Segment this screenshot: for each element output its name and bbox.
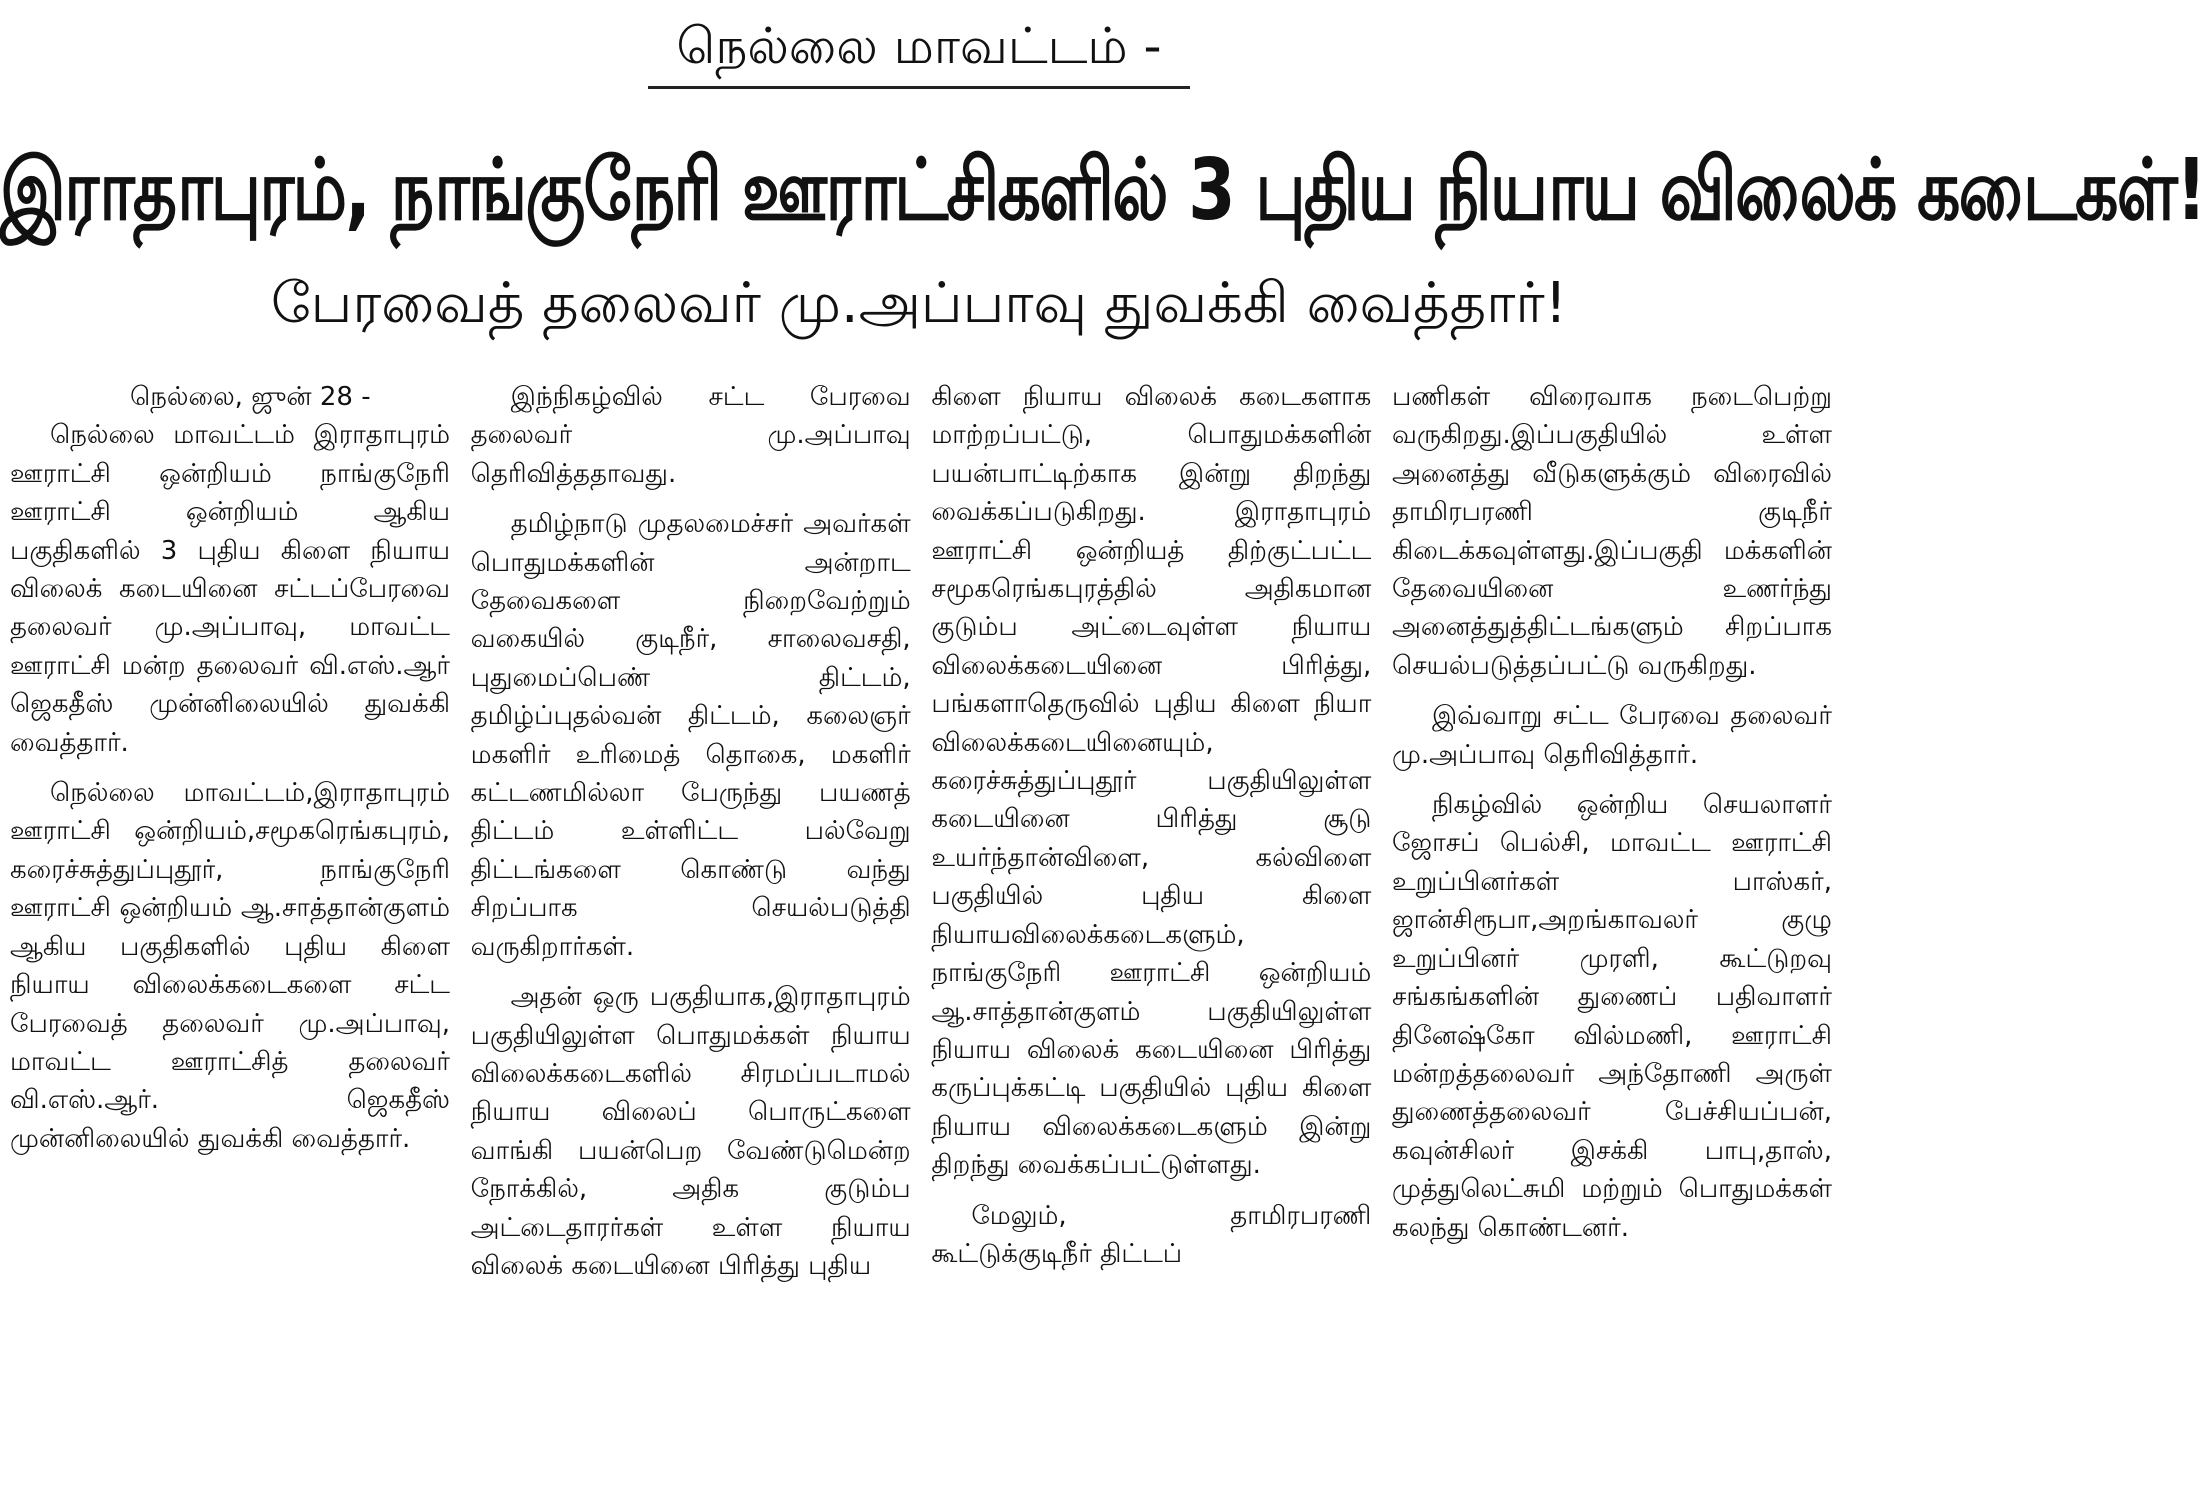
- dateline: நெல்லை, ஜுன் 28 -: [130, 382, 371, 412]
- headline: இராதாபுரம், நாங்குநேரி ஊராட்சிகளில் 3 புதிய நியாய விலைக் கடைகள்!: [0, 141, 2205, 241]
- kicker-wrapper: [0, 14, 1838, 89]
- column-2: [471, 378, 911, 1502]
- kicker: நெல்லை மாவட்டம் -: [648, 14, 1189, 89]
- paragraph: அதன் ஒரு பகுதியாக,இராதாபுரம் பகுதியிலுள்ள பொதுமக்கள் நியாய விலைக்கடைகளில் சிரமப்படாமல் நியாய விலைப் பொருட்களை வாங்கி பயன்பெற வேண்டுமென்ற நோக்கில், அதிக குடும்ப அட்டைதாரர்கள் உள்ள நியாய விலைக் கடையினை பிரித்து புதிய: [470, 982, 911, 1281]
- paragraph: மேலும், தாமிரபரணி கூட்டுக்குடிநீர் திட்டப்: [931, 1200, 1372, 1269]
- paragraph: இந்நிகழ்வில் சட்ட பேரவை தலைவர் மு.அப்பாவு தெரிவித்ததாவது.: [470, 382, 911, 489]
- paragraph: தமிழ்நாடு முதலமைச்சர் அவர்கள் பொதுமக்களின் அன்றாட தேவைகளை நிறைவேற்றும் வகையில் குடிநீர், சாலைவசதி, புதுமைப்பெண் திட்டம், தமிழ்ப்புதல்வன் திட்டம், கலைஞர் மகளிர் உரிமைத் தொகை, மகளிர் கட்டணமில்லா பேருந்து பயணத் திட்டம் உள்ளிட்ட பல்வேறு திட்டங்களை கொண்டு வந்து சிறப்பாக செயல்படுத்தி வருகிறார்கள்.: [470, 509, 911, 962]
- article-body: [10, 378, 1832, 1502]
- column-4: [1392, 378, 1832, 1502]
- paragraph: நெல்லை மாவட்டம்,இராதாபுரம் ஊராட்சி ஒன்றியம்,சமூகரெங்கபுரம், கரைச்சுத்துப்புதூர், நாங்குநேரி ஊராட்சி ஒன்றியம் ஆ.சாத்தான்குளம் ஆகிய பகுதிகளில் புதிய கிளை நியாய விலைக்கடைகளை சட்ட பேரவைத் தலைவர் மு.அப்பாவு, மாவட்ட ஊராட்சித் தலைவர் வி.எஸ்.ஆர். ஜெகதீஸ் முன்னிலையில் துவக்கி வைத்தார்.: [10, 778, 450, 1154]
- column-3: [931, 378, 1371, 1502]
- paragraph: இவ்வாறு சட்ட பேரவை தலைவர் மு.அப்பாவு தெரிவித்தார்.: [1391, 701, 1832, 770]
- paragraph: பணிகள் விரைவாக நடைபெற்று வருகிறது.இப்பகுதியில் உள்ள அனைத்து வீடுகளுக்கும் விரைவில் தாமிரபரணி குடிநீர் கிடைக்கவுள்ளது.இப்பகுதி மக்களின் தேவையினை உணர்ந்து அனைத்துத்திட்டங்களும் சிறப்பாக செயல்படுத்தப்பட்டு வருகிறது.: [1391, 382, 1832, 681]
- paragraph: நிகழ்வில் ஒன்றிய செயலாளர் ஜோசப் பெல்சி, மாவட்ட ஊராட்சி உறுப்பினர்கள் பாஸ்கர், ஜான்சிரூபா,அறங்காவலர் குழு உறுப்பினர் முரளி, கூட்டுறவு சங்கங்களின் துணைப் பதிவாளர் தினேஷ்கோ வில்மணி, ஊராட்சி மன்றத்தலைவர் அந்தோணி அருள் துணைத்தலைவர் பேச்சியப்பன், கவுன்சிலர் இசக்கி பாபு,தாஸ், முத்துலெட்சுமி மற்றும் பொதுமக்கள் கலந்து கொண்டனர்.: [1391, 790, 1832, 1243]
- column-1: [10, 378, 450, 1502]
- subheadline: பேரவைத் தலைவர் மு.அப்பாவு துவக்கி வைத்தார்!: [270, 271, 1568, 336]
- paragraph: நெல்லை மாவட்டம் இராதாபுரம் ஊராட்சி ஒன்றியம் நாங்குநேரி ஊராட்சி ஒன்றியம் ஆகிய பகுதிகளில் 3 புதிய கிளை நியாய விலைக் கடையினை சட்டப்பேரவை தலைவர் மு.அப்பாவு, மாவட்ட ஊராட்சி மன்ற தலைவர் வி.எஸ்.ஆர் ஜெகதீஸ் முன்னிலையில் துவக்கி வைத்தார்.: [10, 420, 450, 758]
- paragraph: கிளை நியாய விலைக் கடைகளாக மாற்றப்பட்டு, பொதுமக்களின் பயன்பாட்டிற்காக இன்று திறந்து வைக்கப்படுகிறது. இராதாபுரம் ஊராட்சி ஒன்றியத் திற்குட்பட்ட சமூகரெங்கபுரத்தில் அதிகமான குடும்ப அட்டைவுள்ள நியாய விலைக்கடையினை பிரித்து, பங்களாதெருவில் புதிய கிளை நியா விலைக்கடையினையும், கரைச்சுத்துப்புதூர் பகுதியிலுள்ள கடையினை பிரித்து சூடு உயர்ந்தான்விளை, கல்விளை பகுதியில் புதிய கிளை நியாயவிலைக்கடைகளும், நாங்குநேரி ஊராட்சி ஒன்றியம் ஆ.சாத்தான்குளம் பகுதியிலுள்ள நியாய விலைக் கடையினை பிரித்து கருப்புக்கட்டி பகுதியில் புதிய கிளை நியாய விலைக்கடைகளும் இன்று திறந்து வைக்கப்பட்டுள்ளது.: [931, 382, 1372, 1181]
